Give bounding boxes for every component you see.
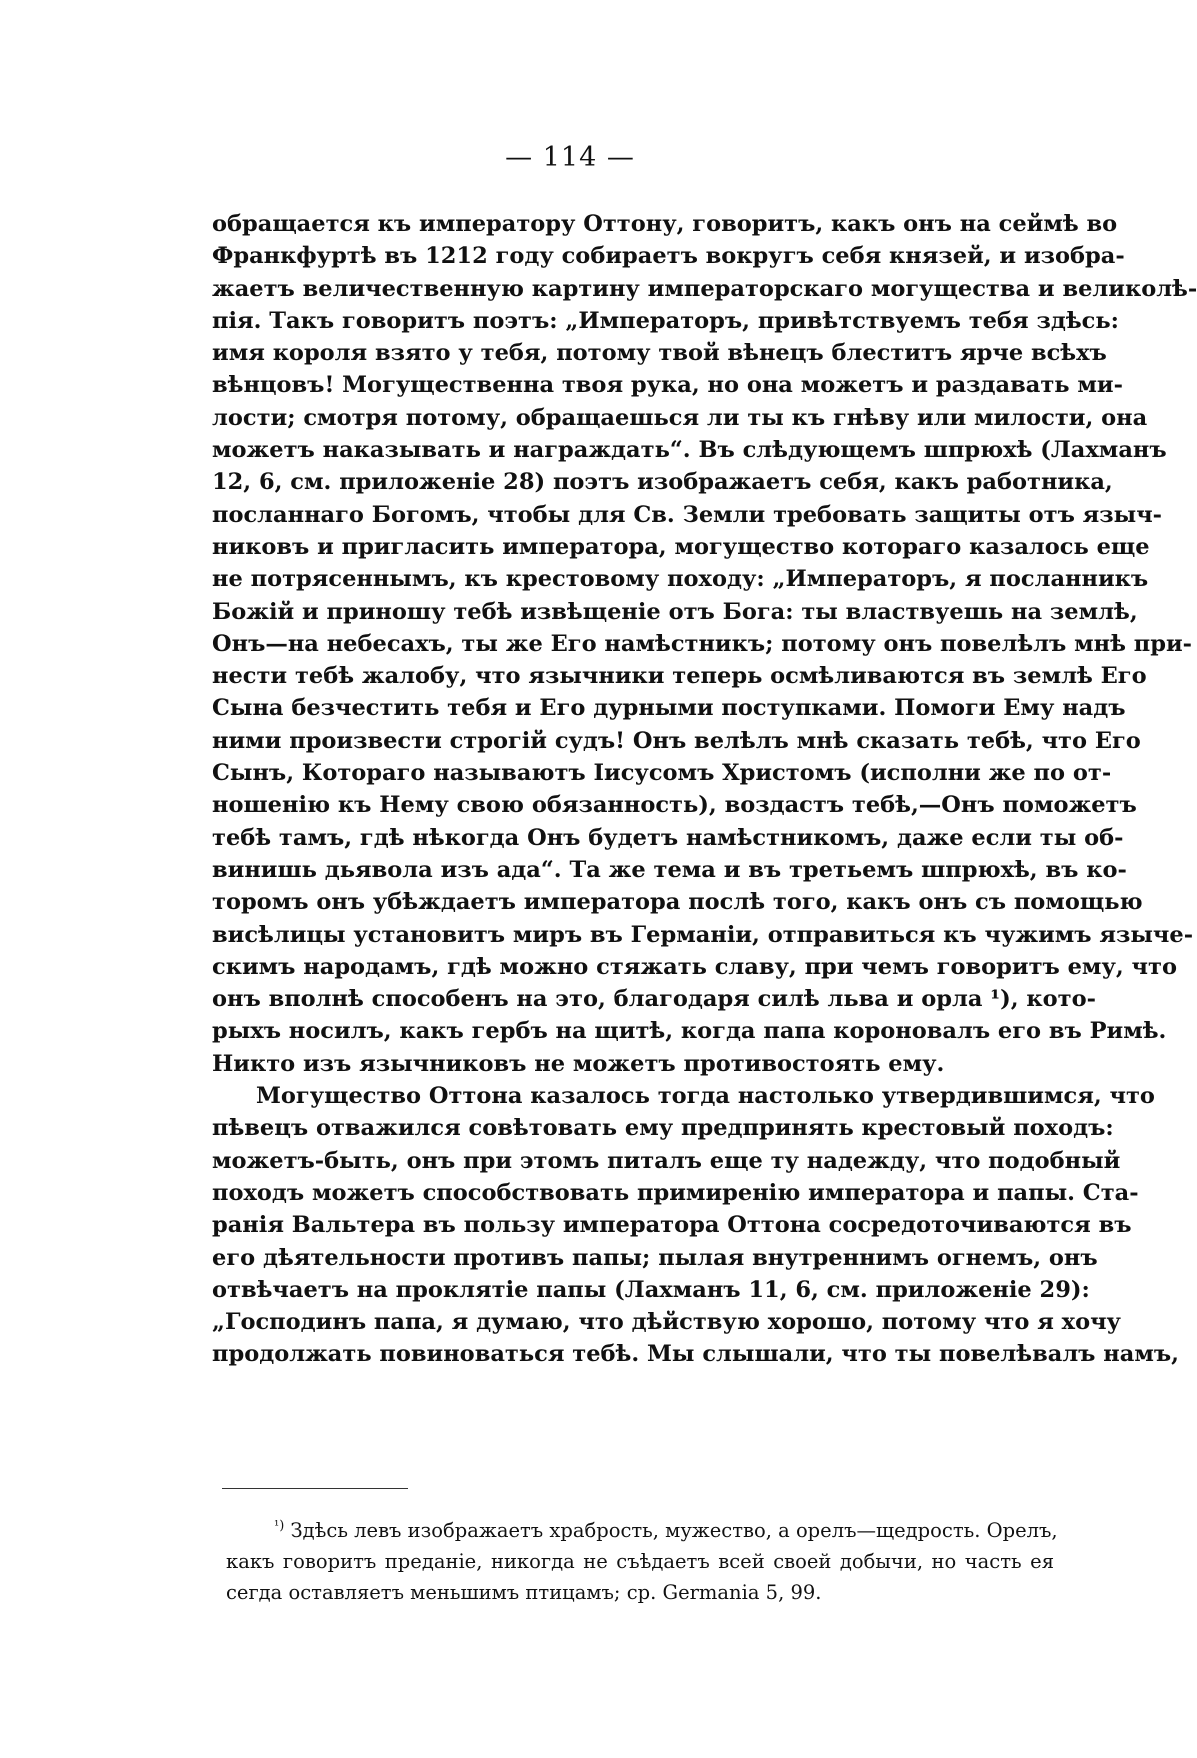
text-line: лости; смотря потому, обращаешься ли ты къ гнѣву или милости, она — [212, 404, 1148, 431]
text-line: Могущество Оттона казалось тогда настолько утвердившимся, что — [256, 1083, 1155, 1110]
footnote-line: какъ говоритъ преданіе, никогда не съѣдаетъ всей своей добычи, но часть ея — [226, 1550, 1054, 1573]
text-line: отвѣчаетъ на проклятіе папы (Лахманъ 11, 6, см. приложеніе 29): — [212, 1276, 1090, 1303]
text-line: можетъ наказывать и награждать“. Въ слѣдующемъ шпрюхѣ (Лахманъ — [212, 437, 1167, 464]
text-line: торомъ онъ убѣждаетъ императора послѣ того, какъ онъ съ помощью — [212, 889, 1143, 916]
text-line: жаетъ величественную картину императорскаго могущества и великолѣ- — [212, 275, 1197, 302]
text-line: Никто изъ язычниковъ не можетъ противостоять ему. — [212, 1050, 945, 1077]
text-line: ранія Вальтера въ пользу императора Оттона сосредоточиваются въ — [212, 1212, 1132, 1239]
text-line: тебѣ тамъ, гдѣ нѣкогда Онъ будетъ намѣстникомъ, даже если ты об- — [212, 824, 1124, 851]
text-line: рыхъ носилъ, какъ гербъ на щитѣ, когда папа короновалъ его въ Римѣ. — [212, 1018, 1167, 1045]
footnote — [214, 1515, 1058, 1608]
text-line: ними произвести строгій судъ! Онъ велѣлъ мнѣ сказать тебѣ, что Его — [212, 727, 1141, 754]
text-line: имя короля взято у тебя, потому твой вѣнецъ блеститъ ярче всѣхъ — [212, 340, 1107, 367]
text-line: винишь дьявола изъ ада“. Та же тема и въ третьемъ шпрюхѣ, въ ко- — [212, 856, 1127, 883]
text-line: Сынъ, Котораго называютъ Іисусомъ Христомъ (исполни же по от- — [212, 760, 1112, 787]
text-line: 12, 6, см. приложеніе 28) поэтъ изображаетъ себя, какъ работника, — [212, 469, 1113, 496]
text-line: Божій и приношу тебѣ извѣщеніе отъ Бога: ты властвуешь на землѣ, — [212, 598, 1138, 625]
text-line: ношенію къ Нему свою обязанность), воздастъ тебѣ,—Онъ поможетъ — [212, 792, 1137, 819]
footnote-marker: ¹) — [274, 1518, 285, 1534]
page-number: — 114 — — [505, 142, 635, 173]
body-text — [212, 208, 1197, 1371]
text-line: онъ вполнѣ способенъ на это, благодаря силѣ льва и орла ¹), кото- — [212, 986, 1096, 1013]
footnote-divider — [222, 1488, 408, 1489]
text-line: висѣлицы установитъ миръ въ Германіи, отправиться къ чужимъ языче- — [212, 921, 1194, 948]
text-line: Франкфуртѣ въ 1212 году собираетъ вокругъ себя князей, и изобра- — [212, 243, 1125, 270]
text-line: пія. Такъ говоритъ поэтъ: „Императоръ, привѣтствуемъ тебя здѣсь: — [212, 307, 1119, 334]
paragraph-2 — [212, 1080, 1179, 1371]
text-line: можетъ-быть, онъ при этомъ питалъ еще ту надежду, что подобный — [212, 1147, 1121, 1174]
footnote-line: сегда оставляетъ меньшимъ птицамъ; ср. Germania 5, 99. — [226, 1581, 822, 1604]
text-line: продолжать повиноваться тебѣ. Мы слышали, что ты повелѣвалъ намъ, — [212, 1341, 1179, 1368]
text-line: Онъ—на небесахъ, ты же Его намѣстникъ; потому онъ повелѣлъ мнѣ при- — [212, 630, 1193, 657]
text-line: никовъ и пригласить императора, могущество котораго казалось еще — [212, 533, 1150, 560]
text-line: Сына безчестить тебя и Его дурными поступками. Помоги Ему надъ — [212, 695, 1126, 722]
text-line: походъ можетъ способствовать примиренію императора и папы. Ста- — [212, 1179, 1139, 1206]
text-line: вѣнцовъ! Могущественна твоя рука, но она можетъ и раздавать ми- — [212, 372, 1123, 399]
text-line: скимъ народамъ, гдѣ можно стяжать славу, при чемъ говоритъ ему, что — [212, 953, 1177, 980]
text-line: посланнаго Богомъ, чтобы для Св. Земли требовать защиты отъ языч- — [212, 501, 1163, 528]
text-line: пѣвецъ отважился совѣтовать ему предпринять крестовый походъ: — [212, 1115, 1114, 1142]
text-line: обращается къ императору Оттону, говоритъ, какъ онъ на сеймѣ во — [212, 211, 1118, 237]
text-line: не потрясеннымъ, къ крестовому походу: „Императоръ, я посланникъ — [212, 566, 1149, 593]
text-line: нести тебѣ жалобу, что язычники теперь осмѣливаются въ землѣ Его — [212, 663, 1147, 690]
text-line: его дѣятельности противъ папы; пылая внутреннимъ огнемъ, онъ — [212, 1244, 1098, 1271]
paragraph-1 — [212, 208, 1197, 1080]
footnote-text: Здѣсь левъ изображаетъ храбрость, мужество, а орелъ—щедрость. Орелъ, — [290, 1519, 1058, 1542]
text-line: „Господинъ папа, я думаю, что дѣйствую хорошо, потому что я хочу — [212, 1309, 1121, 1336]
footnote-line — [214, 1515, 1058, 1546]
